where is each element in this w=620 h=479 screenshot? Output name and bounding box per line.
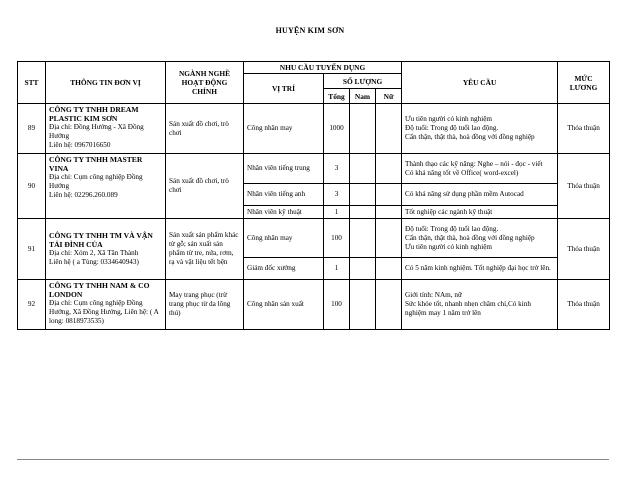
company-name: CÔNG TY TNHH DREAM PLASTIC KIM SƠN — [49, 105, 139, 123]
total-cell: 100 — [324, 219, 350, 258]
company-name: CÔNG TY TNHH TM VÀ VẬN TẢI ĐÌNH CỦA — [49, 231, 153, 249]
position-cell: Công nhân may — [244, 104, 324, 154]
requirement-cell: Độ tuổi: Trong độ tuổi lao động. Cẩn thận, thật thà, hoà đồng với đồng nghiệp Ưu tiên người có kinh nghiệm — [402, 219, 558, 258]
female-cell — [376, 184, 402, 206]
company-info — [46, 219, 166, 280]
requirement-cell: Ưu tiên người có kinh nghiệm Độ tuổi: Trong độ tuổi lao động. Cẩn thận, thật thà, hoà đồng với đồng nghiệp — [402, 104, 558, 154]
recruitment-table — [17, 61, 610, 330]
requirement-cell: Tốt nghiệp các ngành kỹ thuật — [402, 206, 558, 219]
table-row — [18, 280, 610, 330]
header-male: Nam — [350, 89, 376, 104]
company-name: CÔNG TY TNHH NAM & CO LONDON — [49, 281, 150, 299]
salary-cell: Thỏa thuận — [558, 219, 610, 280]
header-demand: NHU CẦU TUYỂN DỤNG — [244, 62, 402, 74]
male-cell — [350, 258, 376, 280]
industry-cell: Sản xuất sản phẩm khác từ gỗ; sản xuất sản phẩm từ tre, nứa, rơm, rạ và vật liệu tết bện — [166, 219, 244, 280]
industry-cell: Sản xuất đồ chơi, trò chơi — [166, 154, 244, 219]
total-cell: 1 — [324, 206, 350, 219]
header-female: Nữ — [376, 89, 402, 104]
header-requirements: YÊU CẦU — [402, 62, 558, 104]
requirement-cell: Giới tính: NAm, nữ Sức khỏe tốt, nhanh nhẹn chăm chỉ,Có kinh nghiệm may 1 năm trở lên — [402, 280, 558, 330]
salary-cell: Thỏa thuận — [558, 280, 610, 330]
male-cell — [350, 154, 376, 184]
header-total: Tổng — [324, 89, 350, 104]
total-cell: 1 — [324, 258, 350, 280]
header-industry: NGÀNH NGHỀ HOẠT ĐỘNG CHÍNH — [166, 62, 244, 104]
female-cell — [376, 280, 402, 330]
salary-cell: Thỏa thuận — [558, 154, 610, 219]
row-stt: 91 — [18, 219, 46, 280]
header-stt: STT — [18, 62, 46, 104]
header-salary: MỨC LƯƠNG — [558, 62, 610, 104]
company-contact: Liên hệ ( a Tùng: 0334640943) — [49, 258, 139, 266]
position-cell: Công nhân sản xuất — [244, 280, 324, 330]
table-row — [18, 154, 610, 184]
male-cell — [350, 104, 376, 154]
company-name: CÔNG TY TNHH MASTER VINA — [49, 155, 143, 173]
company-contact: hệ: ( A long: 0818973535) — [49, 308, 159, 325]
company-info — [46, 280, 166, 330]
company-contact: Liên hệ: 0967016650 — [49, 141, 111, 149]
position-cell: Giám đốc xưởng — [244, 258, 324, 280]
position-cell: Nhân viên tiếng anh — [244, 184, 324, 206]
female-cell — [376, 219, 402, 258]
requirement-cell: Thành thạo các kỹ năng: Nghe – nói - đọc - viết Có khả năng tốt về Office( word-excel) — [402, 154, 558, 184]
company-address: Địa chỉ: Xóm 2, Xã Tân Thành — [49, 249, 139, 257]
industry-cell: Sản xuất đồ chơi, trò chơi — [166, 104, 244, 154]
total-cell: 100 — [324, 280, 350, 330]
position-cell: Nhân viên tiếng trung — [244, 154, 324, 184]
female-cell — [376, 104, 402, 154]
company-info — [46, 104, 166, 154]
company-contact: Liên hệ: 02296.260.089 — [49, 191, 118, 199]
company-address: Địa chỉ: Cụm công nghiệp Đồng Hướng, Xã Đồng Hướng, Liên — [49, 299, 143, 316]
female-cell — [376, 206, 402, 219]
female-cell — [376, 258, 402, 280]
requirement-cell: Có khả năng sử dụng phần mềm Autocad — [402, 184, 558, 206]
row-stt: 92 — [18, 280, 46, 330]
female-cell — [376, 154, 402, 184]
page-title: HUYỆN KIM SƠN — [275, 26, 345, 35]
row-stt: 90 — [18, 154, 46, 219]
requirement-cell: Có 5 năm kinh nghiệm. Tốt nghiệp đại học trở lên. — [402, 258, 558, 280]
total-cell: 3 — [324, 154, 350, 184]
company-address: Địa chỉ: Đồng Hướng - Xã Đồng Hướng — [49, 123, 144, 140]
company-address: Địa chỉ: Cụm công nghiệp Đồng Hướng — [49, 173, 143, 190]
male-cell — [350, 219, 376, 258]
row-stt: 89 — [18, 104, 46, 154]
page-footer-rule — [17, 459, 609, 460]
male-cell — [350, 184, 376, 206]
male-cell — [350, 280, 376, 330]
industry-cell: May trang phục (trừ trang phục từ da lông thú) — [166, 280, 244, 330]
table-row — [18, 219, 610, 258]
table-row — [18, 104, 610, 154]
header-position: VỊ TRÍ — [244, 74, 324, 104]
male-cell — [350, 206, 376, 219]
header-company: THÔNG TIN ĐƠN VỊ — [46, 62, 166, 104]
position-cell: Công nhân may — [244, 219, 324, 258]
total-cell: 1000 — [324, 104, 350, 154]
total-cell: 3 — [324, 184, 350, 206]
salary-cell: Thỏa thuận — [558, 104, 610, 154]
company-info — [46, 154, 166, 219]
header-quantity: SỐ LƯỢNG — [324, 74, 402, 89]
position-cell: Nhân viên kỹ thuật — [244, 206, 324, 219]
